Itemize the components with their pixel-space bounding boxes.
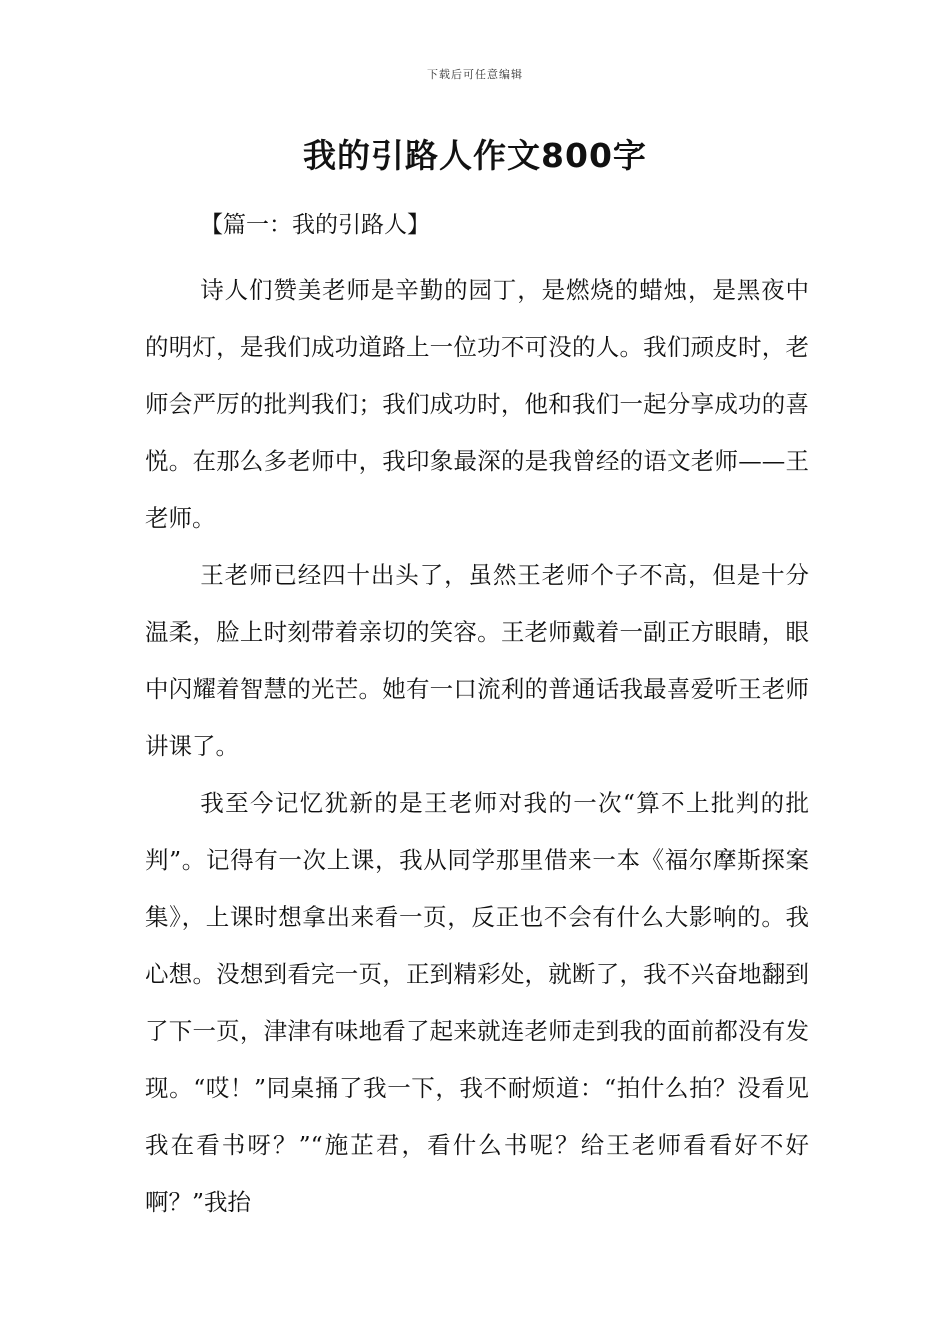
body-text (145, 262, 809, 1231)
paragraph: 诗人们赞美老师是辛勤的园丁，是燃烧的蜡烛，是黑夜中的明灯，是我们成功道路上一位功不可没的人。我们顽皮时，老师会严厉的批判我们；我们成功时，他和我们一起分享成功的喜悦。在那么多老师中，我印象最深的是我曾经的语文老师——王老师。 (145, 276, 809, 532)
paragraph: 王老师已经四十出头了，虽然王老师个子不高，但是十分温柔，脸上时刻带着亲切的笑容。王老师戴着一副正方眼睛，眼中闪耀着智慧的光芒。她有一口流利的普通话我最喜爱听王老师讲课了。 (145, 561, 809, 760)
header-note: 下载后可任意编辑 (427, 68, 523, 81)
document-title: 我的引路人作文800字 (303, 136, 647, 175)
section-heading: 【篇一：我的引路人】 (200, 212, 430, 238)
paragraph: 我至今记忆犹新的是王老师对我的一次“算不上批判的批判”。记得有一次上课，我从同学那里借来一本《福尔摩斯探案集》，上课时想拿出来看一页，反正也不会有什么大影响的。我心想。没想到看完一页，正到精彩处，就断了，我不兴奋地翻到了下一页，津津有味地看了起来就连老师走到我的面前都没有发现。“哎！”同桌捅了我一下，我不耐烦道：“拍什么拍？没看见我在看书呀？”“施芷君，看什么书呢？给王老师看看好不好啊？”我抬 (145, 789, 809, 1216)
